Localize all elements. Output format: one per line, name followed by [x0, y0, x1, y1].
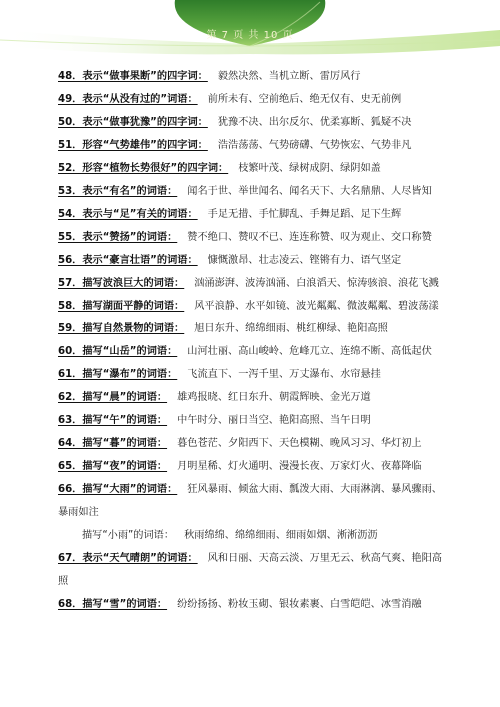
- item-words: 秋雨绵绵、绵绵细雨、细雨如烟、淅淅沥沥: [184, 530, 378, 542]
- list-item: [58, 135, 470, 158]
- list-item: [58, 273, 470, 296]
- item-heading: 60．描写“山岳”的词语：: [58, 346, 178, 358]
- item-heading: 52．形容“植物长势很好”的四字词：: [58, 162, 229, 174]
- item-words: 前所未有、空前绝后、绝无仅有、史无前例: [207, 93, 402, 105]
- list-item: [58, 227, 470, 250]
- list-item-continuation: [58, 502, 470, 525]
- item-words-continued: 暴雨如注: [58, 507, 99, 519]
- item-heading: 59．描写自然景物的词语：: [58, 323, 185, 335]
- list-item: [58, 112, 470, 135]
- item-heading: 67．表示“天气晴朗”的词语：: [58, 553, 198, 565]
- item-heading: 63．描写“午”的词语：: [58, 415, 168, 427]
- item-heading: 57．描写波浪巨大的词语：: [58, 277, 185, 289]
- list-item: [58, 410, 470, 433]
- list-item: [58, 158, 470, 181]
- item-heading: 65．描写“夜”的词语：: [58, 461, 168, 473]
- item-heading: 50．表示“做事犹豫”的四字词：: [58, 116, 208, 128]
- item-words: 枝繁叶茂、绿树成阴、绿阴如盖: [238, 162, 381, 174]
- item-words: 月明星稀、灯火通明、漫漫长夜、万家灯火、夜幕降临: [177, 461, 422, 473]
- item-words: 浩浩荡荡、气势磅礴、气势恢宏、气势非凡: [217, 139, 412, 151]
- item-words: 闻名于世、举世闻名、闻名天下、大名鼎鼎、人尽皆知: [187, 185, 432, 197]
- item-words: 飞流直下、一泻千里、万丈瀑布、水帘悬挂: [187, 369, 381, 381]
- list-item: [58, 318, 470, 341]
- item-words: 山河壮丽、高山峻岭、危峰兀立、连绵不断、高低起伏: [187, 346, 432, 358]
- item-heading: 62．描写“晨”的词语：: [58, 392, 168, 404]
- list-item: [58, 456, 470, 479]
- list-item: [58, 296, 470, 319]
- item-words: 手足无措、手忙脚乱、手舞足蹈、足下生辉: [207, 208, 402, 220]
- item-words: 赞不绝口、赞叹不已、连连称赞、叹为观止、交口称赞: [187, 231, 432, 243]
- subitem-heading: 描写“小雨”的词语：: [82, 530, 175, 542]
- item-heading: 49．表示“从没有过的”词语：: [58, 93, 198, 105]
- item-words: 汹涌澎湃、波涛汹涌、白浪滔天、惊涛骇浪、浪花飞溅: [194, 277, 439, 289]
- list-item: [58, 364, 470, 387]
- item-heading: 56．表示“豪言壮语”的词语：: [58, 254, 198, 266]
- page-indicator: 第 7 页 共 10 页: [206, 30, 294, 41]
- item-heading: 55．表示“赞扬”的词语：: [58, 231, 178, 243]
- item-heading: 53．表示“有名”的词语：: [58, 185, 178, 197]
- item-heading: 48．表示“做事果断”的四字词：: [58, 71, 208, 82]
- list-item: [58, 341, 470, 364]
- item-words: 风和日丽、天高云淡、万里无云、秋高气爽、艳阳高: [207, 553, 442, 565]
- item-heading: 68．描写“雪”的词语：: [58, 598, 168, 610]
- item-words: 中午时分、丽日当空、艳阳高照、当午日明: [177, 415, 371, 427]
- item-heading: 54．表示与“足”有关的词语：: [58, 208, 198, 220]
- item-words: 犹豫不决、出尔反尔、优柔寡断、狐疑不决: [217, 116, 412, 128]
- item-heading: 64．描写“暮”的词语：: [58, 438, 168, 450]
- list-item-continuation: [58, 571, 470, 594]
- item-heading: 51．形容“气势雄伟”的四字词：: [58, 139, 208, 151]
- list-item: [58, 433, 470, 456]
- list-item: [58, 66, 470, 89]
- list-subitem: [58, 525, 470, 548]
- vocabulary-list: [58, 66, 470, 617]
- item-heading: 58．描写湖面平静的词语：: [58, 300, 185, 312]
- item-words: 慷慨激昂、壮志凌云、铿锵有力、语气坚定: [207, 254, 402, 266]
- item-words: 狂风暴雨、倾盆大雨、瓢泼大雨、大雨淋漓、暴风骤雨、: [187, 484, 442, 496]
- list-item: [58, 387, 470, 410]
- list-item: [58, 204, 470, 227]
- item-words: 风平浪静、水平如镜、波光粼粼、微波粼粼、碧波荡漾: [194, 300, 439, 312]
- list-item: [58, 181, 470, 204]
- item-heading: 66．描写“大雨”的词语：: [58, 484, 178, 496]
- list-item: [58, 594, 470, 617]
- item-words-continued: 照: [58, 575, 69, 587]
- list-item: [58, 548, 470, 571]
- item-words: 纷纷扬扬、粉妆玉砌、银妆素裹、白雪皑皑、冰雪消融: [177, 598, 422, 610]
- item-heading: 61．描写“瀑布”的词语：: [58, 369, 178, 381]
- list-item: [58, 89, 470, 112]
- list-item: [58, 250, 470, 273]
- item-words: 雄鸡报晓、红日东升、朝霞辉映、金光万道: [177, 392, 371, 404]
- item-words: 暮色苍茫、夕阳西下、天色模糊、晚风习习、华灯初上: [177, 438, 422, 450]
- item-words: 旭日东升、绵绵细雨、桃红柳绿、艳阳高照: [194, 323, 388, 335]
- list-item: [58, 479, 470, 502]
- item-words: 毅然决然、当机立断、雷厉风行: [217, 71, 361, 82]
